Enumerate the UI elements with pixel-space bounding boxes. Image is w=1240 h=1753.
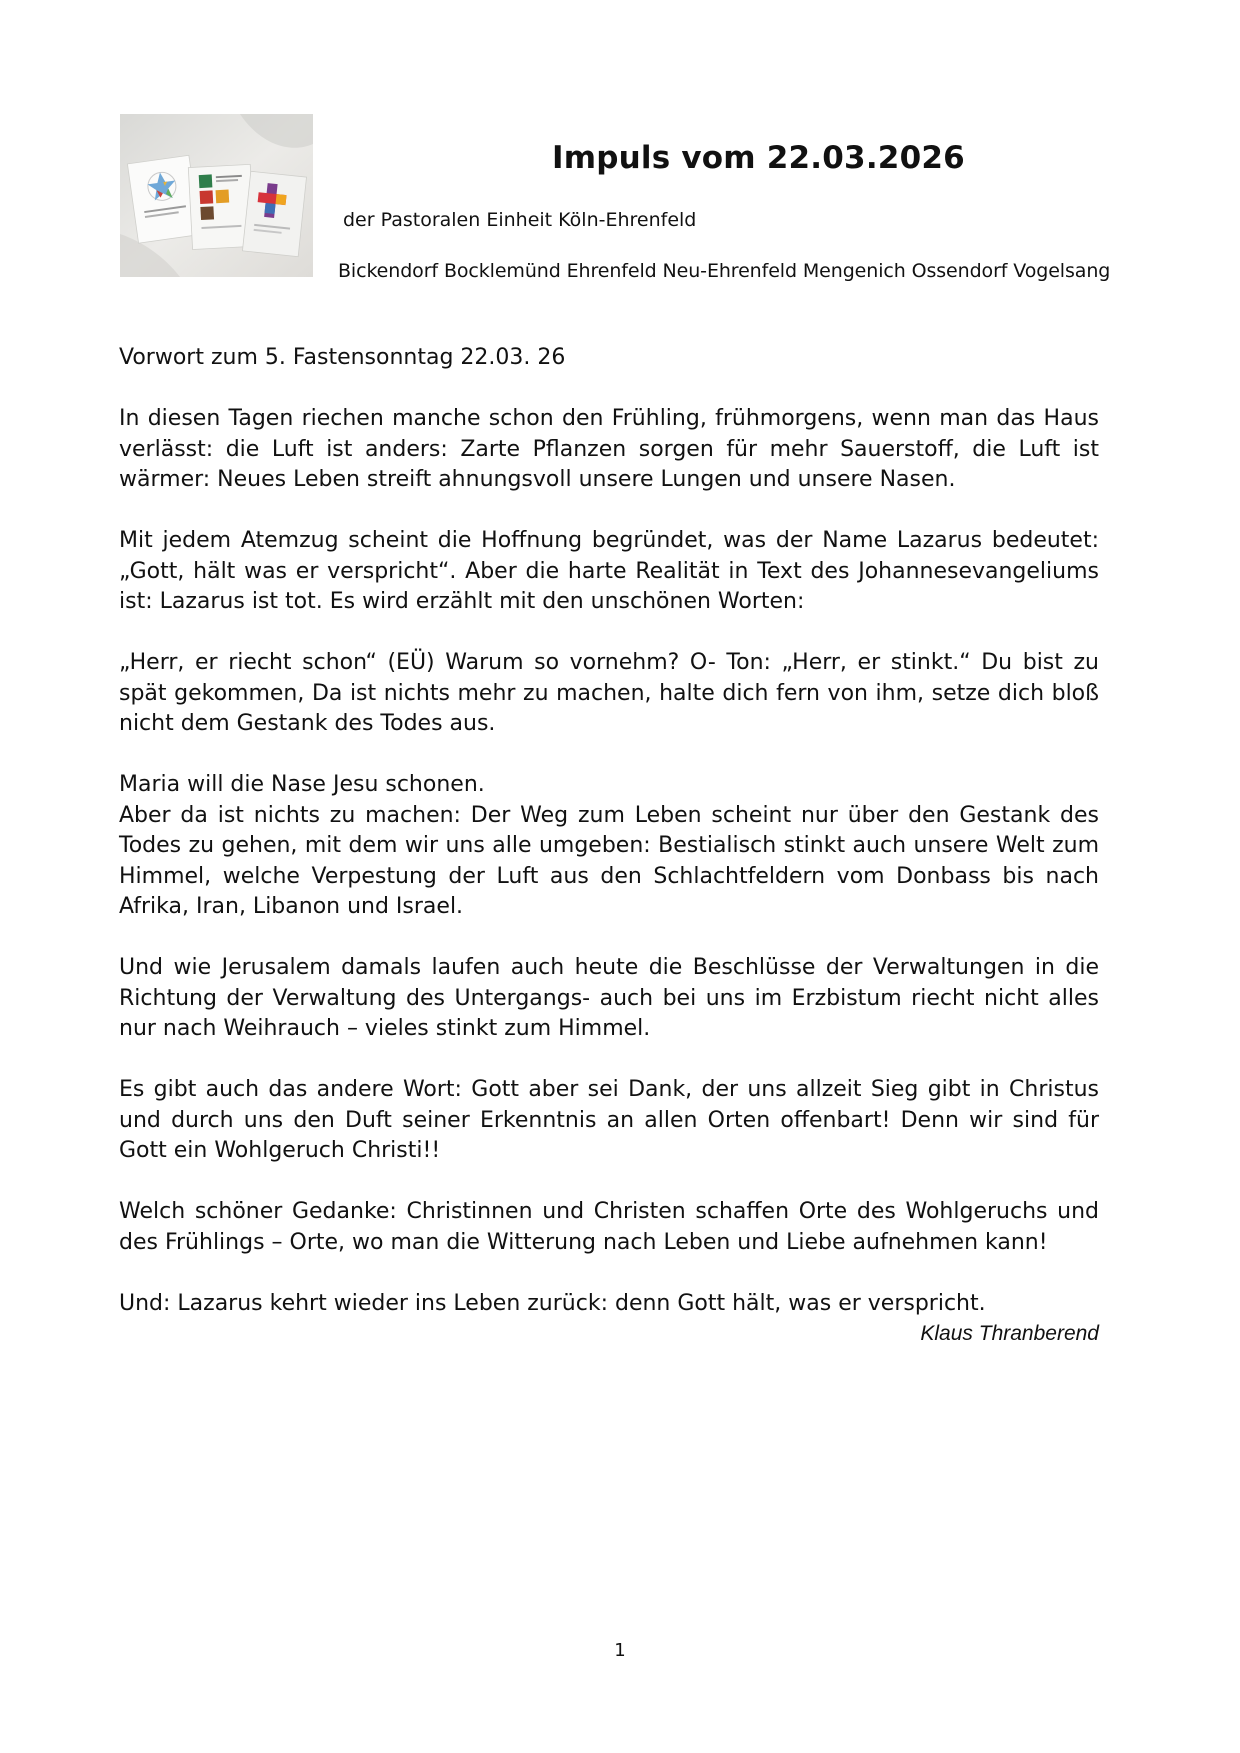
paragraph-2: Mit jedem Atemzug scheint die Hoffnung begründet, was der Name Lazarus bedeutet: „Gott, hält was er verspricht“. Aber die harte Realität in Text des Johannesevangeliums ist: Lazarus ist tot. Es wird erzählt mit den unschönen Worten: (119, 528, 1099, 614)
parish-places: Bickendorf Bocklemünd Ehrenfeld Neu-Ehrenfeld Mengenich Ossendorf Vogelsang (338, 260, 1111, 282)
paragraph-5: Und wie Jerusalem damals laufen auch heute die Beschlüsse der Verwaltungen in die Richtung der Verwaltung des Untergangs- auch bei uns im Erzbistum riecht nicht alles nur nach Weihrauch – vieles stinkt zum Himmel. (119, 955, 1099, 1041)
brochures-illustration (120, 114, 313, 277)
document-title: Impuls vom 22.03.2026 (552, 140, 965, 176)
paragraph-4a: Maria will die Nase Jesu schonen. (119, 772, 485, 797)
paragraph-3: „Herr, er riecht schon“ (EÜ) Warum so vornehm? O- Ton: „Herr, er stinkt.“ Du bist zu spät gekommen, Da ist nichts mehr zu machen, halte dich fern von ihm, setze dich bloß nicht dem Gestank des Todes aus. (119, 650, 1099, 736)
body-heading: Vorwort zum 5. Fastensonntag 22.03. 26 (119, 345, 566, 370)
paragraph-1: In diesen Tagen riechen manche schon den Frühling, frühmorgens, wenn man das Haus verlässt: die Luft ist anders: Zarte Pflanzen sorgen für mehr Sauerstoff, die Luft ist wärmer: Neues Leben streift ahnungsvoll unsere Lungen und unsere Nasen. (119, 406, 1099, 492)
document-subtitle: der Pastoralen Einheit Köln-Ehrenfeld (343, 209, 697, 231)
document-body (119, 343, 1099, 1350)
paragraph-8: Und: Lazarus kehrt wieder ins Leben zurück: denn Gott hält, was er verspricht. (119, 1290, 986, 1316)
page-number: 1 (614, 1640, 626, 1661)
header-photo-brochures (120, 114, 313, 277)
paragraph-6: Es gibt auch das andere Wort: Gott aber sei Dank, der uns allzeit Sieg gibt in Christus und durch uns den Duft seiner Erkenntnis an allen Orten offenbart! Denn wir sind für Gott ein Wohlgeruch Christi!! (119, 1077, 1099, 1163)
paragraph-4b: Aber da ist nichts zu machen: Der Weg zum Leben scheint nur über den Gestank des Todes zu gehen, mit dem wir uns alle umgeben: Bestialisch stinkt auch unsere Welt zum Himmel, welche Verpestung der Luft aus den Schlachtfeldern vom Donbass bis nach Afrika, Iran, Libanon und Israel. (119, 802, 1099, 919)
paragraph-7: Welch schöner Gedanke: Christinnen und Christen schaffen Orte des Wohlgeruchs und des Frühlings – Orte, wo man die Witterung nach Leben und Liebe aufnehmen kann! (119, 1199, 1099, 1255)
author-signature: Klaus Thranberend (920, 1322, 1099, 1345)
